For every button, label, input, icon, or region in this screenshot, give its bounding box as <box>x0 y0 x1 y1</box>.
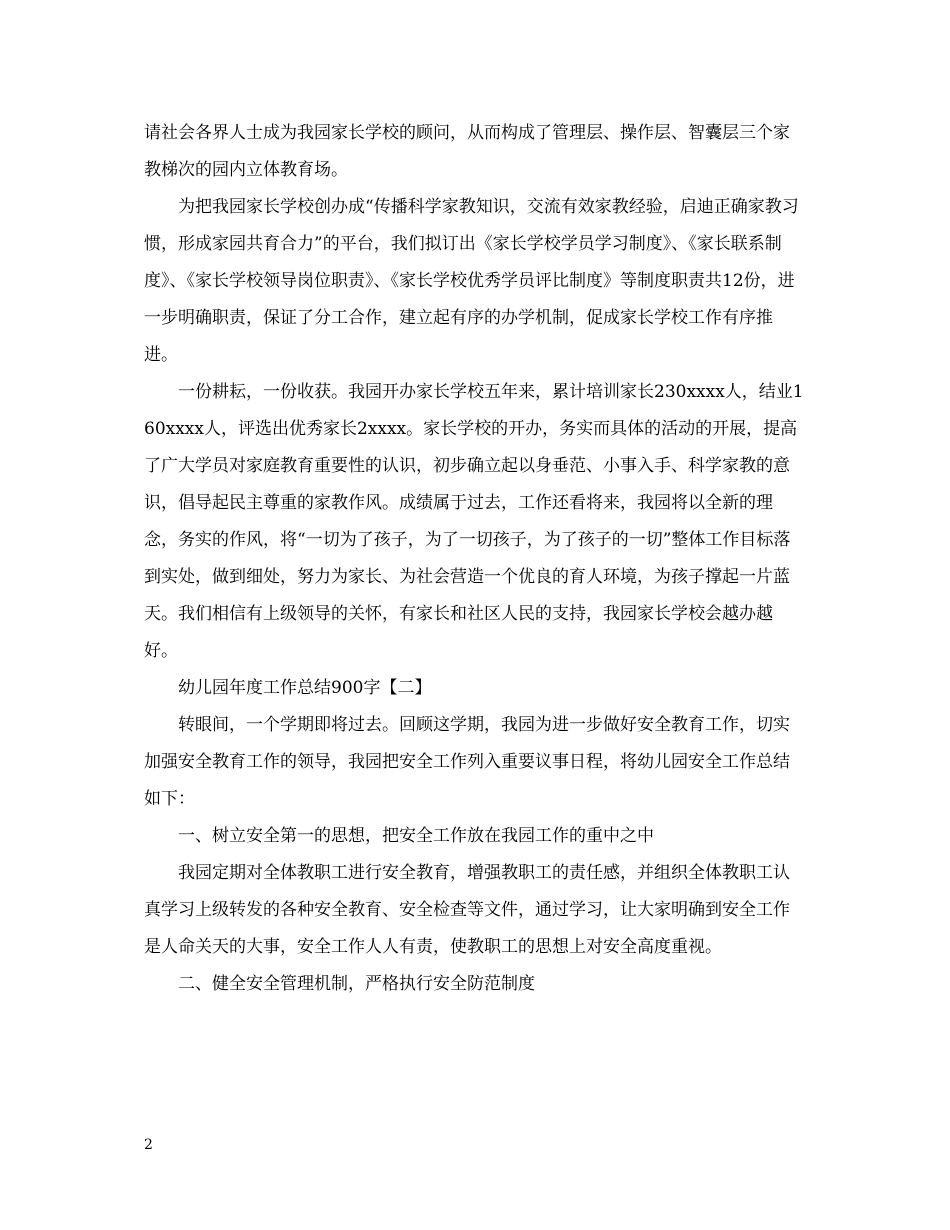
section-heading: 一、树立安全第一的思想，把安全工作放在我园工作的重中之中 <box>178 826 654 846</box>
paragraph: 为把我园家长学校创办成“传播科学家教知识，交流有效家教经验，启迪正确家教习惯，形成家园共育合力”的平台，我们拟订出《家长学校学员学习制度》、《家长联系制度》、《家长学校领导岗位职责》、《家长学校优秀学员评比制度》等制度职责共12份，进一步明确职责，保证了分工合作，建立起有序的办学机制，促成家长学校工作有序推进。 <box>144 197 799 365</box>
document-body <box>144 115 806 1003</box>
section-heading: 幼儿园年度工作总结900字【二】 <box>178 678 432 698</box>
section-heading: 二、健全安全管理机制，严格执行安全防范制度 <box>178 974 535 994</box>
paragraph: 一份耕耘，一份收获。我园开办家长学校五年来，累计培训家长230xxxx人，结业160xxxx人，评选出优秀家长2xxxx。家长学校的开办，务实而具体的活动的开展，提高了广大学员对家庭教育重要性的认识，初步确立起以身垂范、小事入手、科学家教的意识，倡导起民主尊重的家教作风。成绩属于过去，工作还看将来，我园将以全新的理念，务实的作风，将“一切为了孩子，为了一切孩子，为了孩子的一切”整体工作目标落到实处，做到细处，努力为家长、为社会营造一个优良的育人环境，为孩子撑起一片蓝天。我们相信有上级领导的关怀，有家长和社区人民的支持，我园家长学校会越办越好。 <box>144 382 804 661</box>
paragraph: 请社会各界人士成为我园家长学校的顾问，从而构成了管理层、操作层、智囊层三个家教梯次的园内立体教育场。 <box>144 123 790 180</box>
paragraph: 转眼间，一个学期即将过去。回顾这学期，我园为进一步做好安全教育工作，切实加强安全教育工作的领导，我园把安全工作列入重要议事日程，将幼儿园安全工作总结如下： <box>144 715 790 809</box>
page-number: 2 <box>144 1137 153 1153</box>
paragraph: 我园定期对全体教职工进行安全教育，增强教职工的责任感，并组织全体教职工认真学习上级转发的各种安全教育、安全检查等文件，通过学习，让大家明确到安全工作是人命关天的大事，安全工作人人有责，使教职工的思想上对安全高度重视。 <box>144 863 790 957</box>
